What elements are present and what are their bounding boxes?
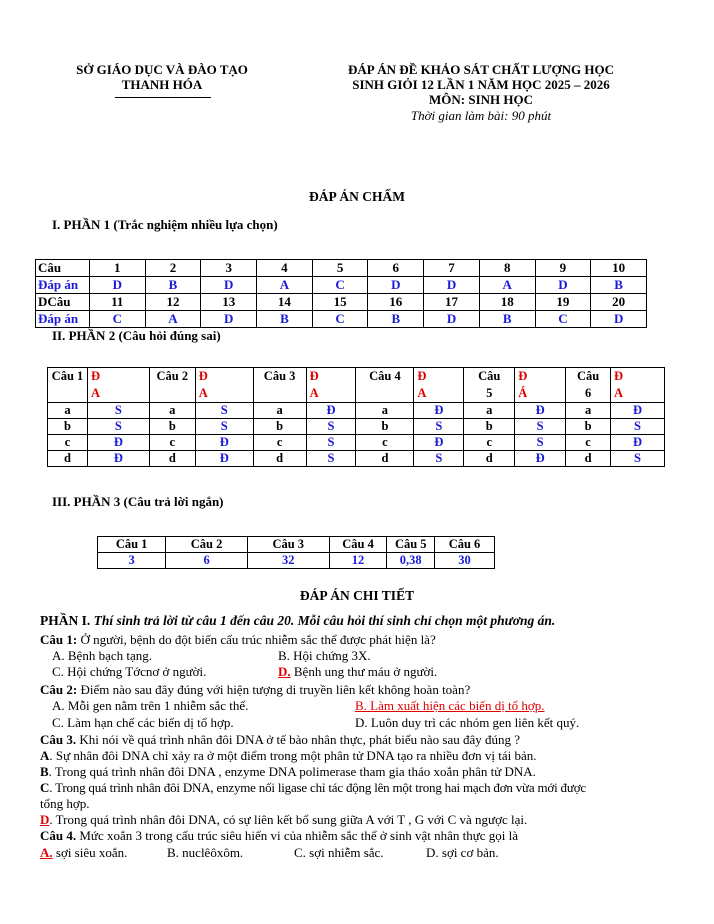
option-d: D. Luôn duy trì các nhóm gen liên kết quý. — [355, 715, 580, 730]
question-number-cell: Câu 5 — [387, 537, 435, 553]
statement-letter-cell: c — [48, 435, 88, 451]
row-label: Câu — [36, 260, 90, 277]
statement-letter-cell: b — [48, 419, 88, 435]
table-row — [48, 403, 665, 419]
question-number-cell: 14 — [257, 294, 313, 311]
statement-letter-cell: b — [464, 419, 515, 435]
answer-cell: D — [201, 277, 257, 294]
option-text: sợi siêu xoắn. — [52, 845, 128, 860]
answer-cell: D — [424, 277, 480, 294]
answer-cell: D — [535, 277, 591, 294]
question-number-cell: 8 — [479, 260, 535, 277]
question-header-cell — [356, 368, 414, 403]
question-label: 5 — [486, 386, 493, 400]
question-number-cell: 13 — [201, 294, 257, 311]
question-number-cell: Câu 2 — [166, 537, 248, 553]
answer-header-cell — [611, 368, 665, 403]
answer-header-label: Đ — [198, 369, 208, 383]
correct-answer-letter: A. — [40, 845, 53, 860]
answer-header-label: Đ — [309, 369, 319, 383]
table-row — [36, 311, 647, 328]
option-d: D. sợi cơ bản. — [426, 845, 499, 860]
answer-cell: S — [195, 419, 253, 435]
option-a: A. Bệnh bạch tạng. — [52, 648, 153, 663]
answer-cell: Đ — [195, 435, 253, 451]
answer-cell: Đ — [515, 451, 566, 467]
question-label: Câu 4 — [369, 369, 401, 383]
answer-cell: B — [368, 311, 424, 328]
answer-header-label: Á — [518, 386, 528, 400]
doc-title-line1: ĐÁP ÁN ĐỀ KHẢO SÁT CHẤT LƯỢNG HỌC — [348, 62, 614, 77]
option-a — [40, 844, 127, 861]
question-number-cell: Câu 1 — [98, 537, 166, 553]
statement-letter-cell: b — [253, 419, 306, 435]
question-label: Câu — [576, 369, 600, 383]
table-row — [48, 419, 665, 435]
correct-answer-letter: D — [40, 812, 50, 827]
statement-letter-cell: d — [149, 451, 195, 467]
part1-detail-heading — [40, 612, 700, 630]
detail-title: ĐÁP ÁN CHI TIẾT — [299, 588, 415, 603]
answer-cell: 3 — [98, 553, 166, 569]
option-letter: B — [40, 764, 49, 779]
answer-cell: S — [87, 403, 149, 419]
answer-cell: Đ — [414, 403, 464, 419]
part3-heading: III. PHẦN 3 (Câu trả lời ngắn) — [52, 494, 224, 509]
row-label: DCâu — [36, 294, 90, 311]
part-instruction: Thí sinh trả lời từ câu 1 đến câu 20. Mỗi câu hỏi thí sinh chỉ chọn một phương án. — [93, 613, 556, 628]
statement-letter-cell: d — [566, 451, 611, 467]
table-row — [36, 260, 647, 277]
question-header-cell — [253, 368, 306, 403]
answer-cell: C — [535, 311, 591, 328]
statement-letter-cell: d — [48, 451, 88, 467]
question-number-cell: 2 — [145, 260, 201, 277]
answer-cell: B — [479, 311, 535, 328]
answer-cell: Đ — [306, 403, 356, 419]
question-label: Câu 2 — [156, 369, 189, 383]
question-number-cell: Câu 3 — [247, 537, 329, 553]
statement-letter-cell: a — [566, 403, 611, 419]
option-b: B. Hội chứng 3X. — [278, 648, 371, 663]
answer-header-label: A — [614, 386, 624, 400]
question-2 — [40, 681, 700, 698]
question-number-cell: 17 — [424, 294, 480, 311]
statement-letter-cell: a — [356, 403, 414, 419]
answer-cell: B — [591, 277, 647, 294]
answer-cell: D — [424, 311, 480, 328]
answer-cell: S — [306, 451, 356, 467]
statement-letter-cell: c — [149, 435, 195, 451]
answer-header-cell — [414, 368, 464, 403]
statement-letter-cell: b — [356, 419, 414, 435]
option-text: . Trong quá trình nhân đôi DNA, có sự liên kết bổ sung giữa A với T , G với C và ngược lại. — [49, 812, 528, 827]
answer-header-label: Đ — [614, 369, 624, 383]
answer-header-label: Đ — [90, 369, 100, 383]
doc-title-line2: SINH GIỎI 12 LẦN 1 NĂM HỌC 2025 – 2026 — [352, 77, 610, 92]
statement-letter-cell: b — [149, 419, 195, 435]
table-row — [36, 294, 647, 311]
question-number-cell: 19 — [535, 294, 591, 311]
answer-cell: A — [479, 277, 535, 294]
answer-cell: B — [145, 277, 201, 294]
answer-cell: S — [195, 403, 253, 419]
question-label: Câu 3 — [263, 369, 296, 383]
answer-cell: B — [257, 311, 313, 328]
option-c: C. sợi nhiễm sắc. — [294, 845, 384, 860]
question-number-cell: 15 — [312, 294, 368, 311]
answer-cell: Đ — [87, 435, 149, 451]
option-b: B. nuclêôxôm. — [167, 845, 244, 860]
statement-letter-cell: a — [253, 403, 306, 419]
question-3 — [40, 731, 700, 748]
option-c-continued: tổng hợp. — [40, 796, 90, 811]
answer-cell: D — [591, 311, 647, 328]
statement-letter-cell: c — [464, 435, 515, 451]
answer-cell: C — [312, 277, 368, 294]
table-row — [48, 451, 665, 467]
question-number-cell: 9 — [535, 260, 591, 277]
answer-cell: S — [611, 419, 665, 435]
answer-cell: 0,38 — [387, 553, 435, 569]
question-text: Ở người, bệnh do đột biến cấu trúc nhiễm sắc thể được phát hiện là? — [80, 632, 436, 647]
question-number-cell: 20 — [591, 294, 647, 311]
answer-header-label: A — [417, 386, 427, 400]
answer-cell: Đ — [414, 435, 464, 451]
question-number-cell: 10 — [591, 260, 647, 277]
option-text: . Trong quá trình nhân đôi DNA , enzyme DNA polimerase tham gia tháo xoắn phân tử DNA. — [48, 764, 536, 779]
answer-header-label: A — [309, 386, 319, 400]
option-a: A. Mỗi gen nằm trên 1 nhiễm sắc thể. — [52, 698, 249, 713]
option-d — [40, 811, 710, 828]
option-c — [40, 779, 710, 796]
question-number-cell: 4 — [257, 260, 313, 277]
statement-letter-cell: a — [149, 403, 195, 419]
answer-cell: Đ — [195, 451, 253, 467]
question-header-cell — [464, 368, 515, 403]
part2-answer-table — [47, 367, 665, 467]
part2-heading: II. PHẦN 2 (Câu hỏi đúng sai) — [52, 328, 221, 343]
option-letter: C — [40, 780, 50, 795]
question-number-cell: 5 — [312, 260, 368, 277]
answer-header-cell — [306, 368, 356, 403]
table-row — [98, 537, 495, 553]
question-number-cell: 12 — [145, 294, 201, 311]
question-number: Câu 2: — [40, 682, 78, 697]
question-label: 6 — [584, 386, 592, 400]
answer-cell: A — [145, 311, 201, 328]
table-row — [48, 435, 665, 451]
table-row — [98, 553, 495, 569]
answer-cell: 12 — [329, 553, 387, 569]
question-number-cell: 11 — [89, 294, 145, 311]
question-1 — [40, 631, 700, 648]
statement-letter-cell: c — [253, 435, 306, 451]
option-d — [278, 663, 437, 680]
option-c: C. Làm hạn chế các biến dị tổ hợp. — [52, 715, 234, 730]
answer-cell: Đ — [611, 403, 665, 419]
option-text: . Sự nhân đôi DNA chỉ xảy ra ở một điểm trong một phân tử DNA tạo ra nhiều đơn vị tái bản. — [49, 748, 537, 763]
question-number: Câu 3. — [40, 732, 77, 747]
question-number-cell: 7 — [424, 260, 480, 277]
row-label: Đáp án — [36, 311, 90, 328]
answer-header-label: A — [198, 386, 208, 400]
question-4 — [40, 827, 700, 844]
question-text: Mức xoắn 3 trong cấu trúc siêu hiển vi của nhiễm sắc thể ở sinh vật nhân thực gọi là — [79, 828, 519, 843]
answer-cell: Đ — [87, 451, 149, 467]
answer-cell: S — [414, 419, 464, 435]
answer-header-label: A — [90, 386, 100, 400]
answer-cell: S — [306, 435, 356, 451]
question-number: Câu 1: — [40, 632, 78, 647]
question-number-cell: 16 — [368, 294, 424, 311]
question-number-cell: 18 — [479, 294, 535, 311]
answer-cell: S — [611, 451, 665, 467]
question-header-cell — [149, 368, 195, 403]
answer-cell: Đ — [515, 403, 566, 419]
table-row — [36, 277, 647, 294]
answer-cell: Đ — [611, 435, 665, 451]
statement-letter-cell: b — [566, 419, 611, 435]
answer-cell: 32 — [247, 553, 329, 569]
answer-header-label: Đ — [417, 369, 427, 383]
question-number: Câu 4. — [40, 828, 77, 843]
answer-cell: 30 — [435, 553, 495, 569]
answer-cell: D — [201, 311, 257, 328]
question-number-cell: 3 — [201, 260, 257, 277]
question-number-cell: Câu 4 — [329, 537, 387, 553]
answer-cell: S — [414, 451, 464, 467]
part-label: PHẦN I. — [40, 613, 91, 628]
question-header-cell — [566, 368, 611, 403]
question-number-cell: 6 — [368, 260, 424, 277]
subject: MÔN: SINH HỌC — [429, 92, 533, 107]
answer-cell: S — [515, 419, 566, 435]
part1-answer-table — [35, 259, 647, 328]
answer-cell: C — [89, 311, 145, 328]
statement-letter-cell: d — [356, 451, 414, 467]
option-c: C. Hội chứng Tớcnơ ở người. — [52, 664, 207, 679]
answer-cell: S — [306, 419, 356, 435]
department-name: SỞ GIÁO DỤC VÀ ĐÀO TẠO — [76, 62, 248, 77]
question-header-cell — [48, 368, 88, 403]
option-b — [40, 763, 710, 780]
question-text: Khi nói về quá trình nhân đôi DNA ở tế bào nhân thực, phát biểu nào sau đây đúng ? — [79, 732, 521, 747]
answer-header-label: Đ — [518, 369, 528, 383]
row-label: Đáp án — [36, 277, 90, 294]
answer-cell: S — [515, 435, 566, 451]
option-a — [40, 747, 710, 764]
option-text: Bệnh ung thư máu ở người. — [290, 664, 438, 679]
answer-cell: 6 — [166, 553, 248, 569]
table-header-row — [48, 368, 665, 403]
correct-answer-letter: D. — [278, 664, 291, 679]
statement-letter-cell: a — [48, 403, 88, 419]
question-label: Câu — [478, 369, 501, 383]
statement-letter-cell: d — [253, 451, 306, 467]
question-text: Điểm nào sau đây đúng với hiện tượng di truyền liên kết không hoàn toàn? — [80, 682, 471, 697]
answer-cell: A — [257, 277, 313, 294]
question-label: Câu 1 — [51, 369, 84, 383]
answer-header-cell — [87, 368, 149, 403]
answer-cell: D — [368, 277, 424, 294]
statement-letter-cell: a — [464, 403, 515, 419]
question-number-cell: Câu 6 — [435, 537, 495, 553]
answer-cell: C — [312, 311, 368, 328]
answer-header-cell — [515, 368, 566, 403]
statement-letter-cell: c — [566, 435, 611, 451]
option-letter: A — [40, 748, 50, 763]
answer-header-cell — [195, 368, 253, 403]
province-name: THANH HÓA — [121, 77, 203, 92]
answer-key-title: ĐÁP ÁN CHẤM — [309, 189, 405, 204]
answer-cell: S — [87, 419, 149, 435]
statement-letter-cell: d — [464, 451, 515, 467]
statement-letter-cell: c — [356, 435, 414, 451]
part1-heading: I. PHẦN 1 (Trắc nghiệm nhiều lựa chọn) — [52, 217, 278, 232]
question-number-cell: 1 — [89, 260, 145, 277]
answer-cell: D — [89, 277, 145, 294]
duration: Thời gian làm bài: 90 phút — [410, 108, 552, 123]
part3-answer-table — [97, 536, 495, 569]
option-b-correct: B. Làm xuất hiện các biến dị tổ hợp. — [355, 698, 545, 713]
option-text: . Trong quá trình nhân đôi DNA, enzyme nối ligase chỉ tác động lên một trong hai mạch đơn vừa mới được — [49, 780, 586, 795]
header-divider — [115, 97, 211, 98]
